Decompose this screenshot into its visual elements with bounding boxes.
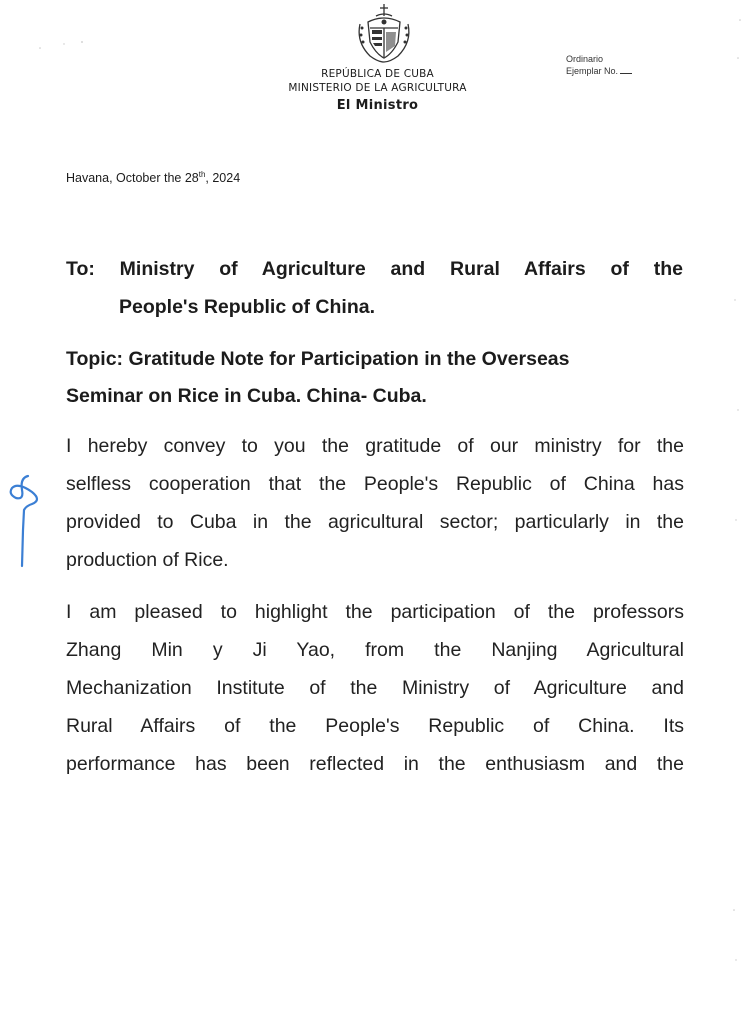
letterhead-office: El Ministro [336, 98, 419, 113]
recipient-line-1: To: Ministry of Agriculture and Rural Affairs of the [66, 258, 683, 280]
date-ordinal-suffix: th [198, 170, 206, 179]
topic-line-1: Topic: Gratitude Note for Participation in the Overseas [66, 348, 570, 370]
body-paragraph-1 [66, 427, 684, 579]
letter-date [66, 170, 240, 185]
paragraph-line: Zhang Min y Ji Yao, from the Nanjing Agricultural [66, 639, 684, 661]
paragraph-line: I am pleased to highlight the participation of the professors [66, 601, 684, 623]
paragraph-line: provided to Cuba in the agricultural sector; particularly in the [66, 511, 684, 533]
paragraph-line: I hereby convey to you the gratitude of our ministry for the [66, 435, 684, 457]
paragraph-line: performance has been reflected in the enthusiasm and the [66, 753, 684, 775]
handwritten-initial-mark [2, 470, 42, 574]
coat-of-arms-icon [354, 2, 414, 66]
paragraph-line: Rural Affairs of the People's Republic of China. Its [66, 715, 684, 737]
letterhead-republic: REPÚBLICA DE CUBA [321, 68, 434, 80]
date-year: , 2024 [205, 171, 241, 186]
recipient-block [66, 250, 683, 326]
paragraph-line: production of Rice. [66, 549, 229, 571]
copy-number-label: Ejemplar No. [566, 66, 619, 76]
copy-number [566, 66, 632, 76]
paragraph-line: Mechanization Institute of the Ministry of Agriculture and [66, 677, 684, 699]
topic-line-2: Seminar on Rice in Cuba. China- Cuba. [66, 385, 427, 407]
topic-block [66, 341, 683, 415]
date-prefix: Havana, October the 28 [66, 171, 199, 186]
copy-number-blank [620, 73, 632, 74]
letterhead-ministry: MINISTERIO DE LA AGRICULTURA [288, 82, 467, 94]
paragraph-line: selfless cooperation that the People's Republic of China has [66, 473, 684, 495]
document-classification: Ordinario [566, 54, 604, 64]
body-paragraph-2 [66, 593, 684, 783]
recipient-line-2: People's Republic of China. [119, 296, 376, 318]
